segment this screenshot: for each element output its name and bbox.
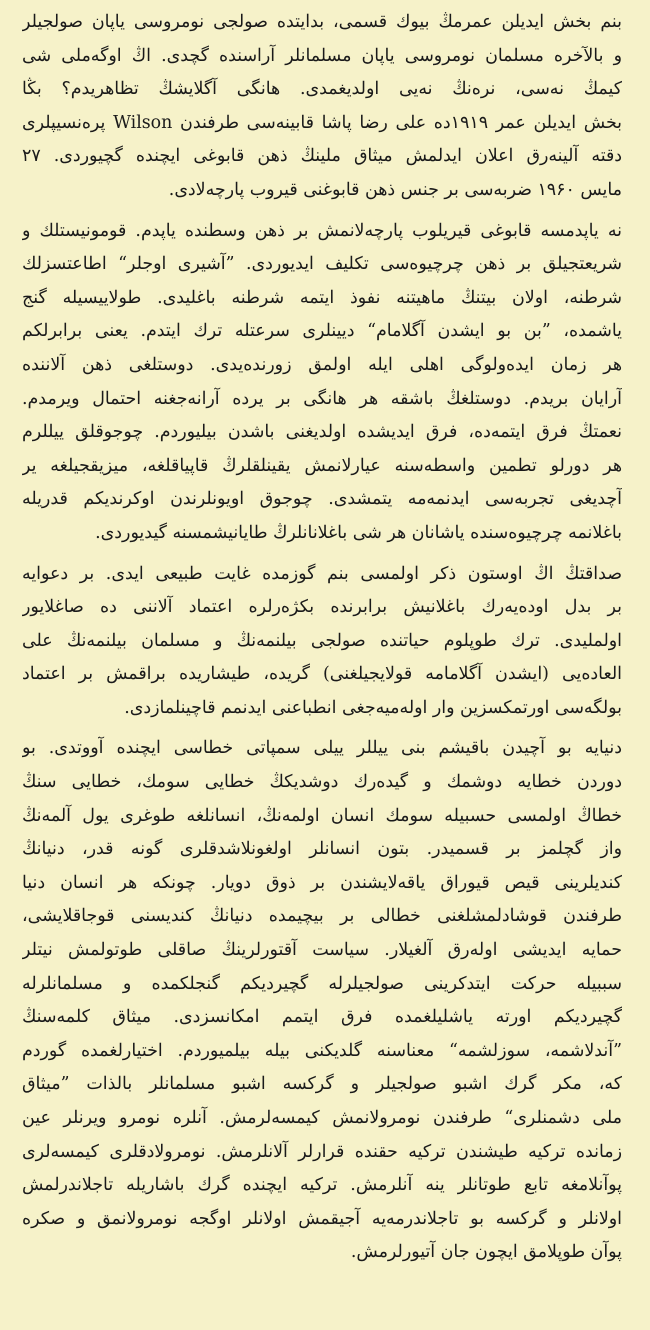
text-line: بر بدل اوده‌یه‌رك باغلانیش برابرنده بکژه‌رلره اعتماد آلاننی ده صاغلایور — [22, 597, 622, 618]
text-line: بخش ایدیلن عمر ۱۹۱۹ده علی رضا پاشا قابینه‌سی طرفندن Wilson پره‌نسیپلری — [22, 112, 622, 133]
paragraph-3 — [22, 558, 622, 726]
paragraph-2 — [22, 215, 622, 551]
text-line: خطاڭ اولمسی حسبیله سومك انسان اولمه‌نڭ، انسانلغه طوغری یول آلمه‌نڭ — [22, 805, 622, 826]
text-line: اولملیدی. ترك طوپلوم حیاتنده صولجی بیلنمه‌نڭ و مسلمان بیلنمه‌نڭ علی — [22, 630, 622, 651]
text-line: یاشمده، ”بن بو ایشدن آگلامام“ دیینلری سرعتله ترك ایتدم. یعنی برابرلکم — [22, 321, 622, 342]
text-line: سببیله حرکت ایتدکرینی صولجیلرله گچیردیکم گنجلکمده و مسلمانلرله — [22, 973, 622, 994]
text-line: آچدیغی تجربه‌سی ایدنمه‌مه یتمشدی. چوجوق اویونلرندن اوکرندیکم قدریله — [22, 489, 622, 510]
text-line: شریعتجیلق بر ذهن چرچیوه‌سی تکلیف ایدیوردی. ”آشیری اوجلر“ اطاعتسزلك — [22, 254, 622, 275]
text-line: مایس ۱۹۶۰ ضربه‌سی بر جنس ذهن قابوغنی قیروب پارچه‌لادی. — [168, 179, 622, 200]
text-line: هر زمان ایده‌ولوگی اهلی ایله اولمق زورنده‌یدی. دوستلغی ذهن آلاننده — [22, 354, 622, 375]
text-line: اولانلر و گرکسه بو تاجلاندرمه‌یه آجیقمش اولانلر اوگجه نومرولانمق و صکره — [22, 1208, 622, 1229]
text-line: العاده‌یی (ایشدن آگلامامه قولایجیلغنی) گریده، طیشاریده براقمش بر اعتماد — [22, 664, 622, 685]
text-line: که، مکر گرك اشبو صولجیلر و گرکسه اشبو مسلمانلر بالذات ”میثاق — [22, 1074, 622, 1095]
text-line: کندیلرینی قیص قیوراق یاقه‌لایشندن بر ذوق دویار. چونکه هر انسان دنیا — [22, 872, 622, 893]
text-line: دقته آلینه‌رق اعلان ایدلمش میثاق ملینڭ ذهن قابوغی ایچنده گچیوردی. ۲۷ — [22, 146, 622, 167]
text-line: طرفندن قوشادلمشلغنی خطالی بر بیچیمده دنیانڭ کندیسنی قوجاقلایشی، — [22, 906, 622, 927]
text-line: حمایه ایدیشی اوله‌رق آلغیلار. سیاست آقتورلرینڭ صاقلی طوتولمش نیتلر — [22, 940, 622, 961]
text-line: شرطنه، اولان بیتنڭ ماهیتنه نفوذ ایتمه شرطنه باغلیدی. طولاییسیله گنج — [22, 287, 622, 308]
text-line: پوآنلامغه تابع طوتانلر ینه آنلرمش. ترکیه ایچنده گرك باشاریله تاجلاندرلمش — [22, 1175, 622, 1196]
text-line: بنم بخش ایدیلن عمرمڭ بیوك قسمی، بدایتده صولجی نومروسی یاپان صولجیلر — [22, 12, 622, 32]
text-line: و بالآخره مسلمان نومروسی یاپان مسلمانلر آراسنده گچدی. اڭ اوگه‌ملی شی — [22, 45, 622, 66]
text-line: نه یاپدمسه قابوغی قیریلوب پارچه‌لانمش بر ذهن وسطنده یاپدم. قومونیستلك و — [22, 220, 622, 241]
text-line: ”آندلاشمه، سوزلشمه“ معناسنه گلدیکنی بیله بیلمیوردم. اختیارلغمده گوردم — [22, 1040, 622, 1061]
text-line: گچیردیکم اورته یاشلیلغمده فرق ایتمم امکانسزدی. میثاق کلمه‌سنڭ — [22, 1007, 622, 1028]
paragraph-4 — [22, 732, 622, 1270]
text-line: نعمتڭ فرق ایتمه‌ده، فرق ایدیشده اولدیغنی باشدن بیلیوردم. چوجوقلق ییللرم — [22, 422, 622, 443]
text-line: دنیایه بو آچیدن باقیشم بنی ییللر ییلی سمپاتی خطاسی ایچنده آووتدی. بو — [22, 738, 622, 759]
text-line: بولگه‌سی اورتمکسزین وار اوله‌میه‌جغی انطباعنی ایدنمم قاچینلمازدی. — [124, 697, 622, 718]
text-line: ملی دشمنلری“ طرفندن نومرولانمش کیمسه‌لرمش. آنلره نومرو ویرنلر عین — [22, 1108, 622, 1128]
text-line: پوآن طوپلامق ایچون جان آتیورلرمش. — [350, 1242, 622, 1263]
text-line: باغلانمه چرچیوه‌سنده یاشانان هر شی باغلانانلرڭ طایانیشمسنه گیدیوردی. — [95, 522, 622, 543]
paragraph-1 — [22, 6, 622, 208]
text-line: دوردن خطایه دوشمك و گیده‌رك دوشدیکڭ خطایی سومك، خطایی سنڭ — [22, 772, 622, 793]
text-line: کیمڭ نه‌سی، نره‌نڭ نه‌یی اولدیغمدی. هانگی آگلایشڭ تظاهریدم؟ بڭا — [22, 79, 622, 100]
text-line: زمانده ترکیه طیشندن ترکیه حقنده قرارلر آلانلرمش. نومرولادقلری کیمسه‌لری — [22, 1141, 622, 1162]
text-line: هر دورلو تطمین واسطه‌سنه عیارلانمش یقینلقلرڭ قاپیاقلغه، میزیقجیلغه یر — [22, 455, 622, 476]
text-line: آرایان بریدم. دوستلغڭ باشقه هر هانگی بر یرده آرانه‌جغنه احتمال ویرمدم. — [22, 388, 622, 409]
text-line: واز گچلمز بر قسمیدر. بتون انسانلر اولغونلاشدقلری گونه قدر، دنیانڭ — [22, 839, 622, 860]
text-line: صداقتڭ اڭ اوستون ذکر اولمسی بنم گوزمده غایت طبیعی ایدی. بر دعوایه — [22, 563, 622, 584]
